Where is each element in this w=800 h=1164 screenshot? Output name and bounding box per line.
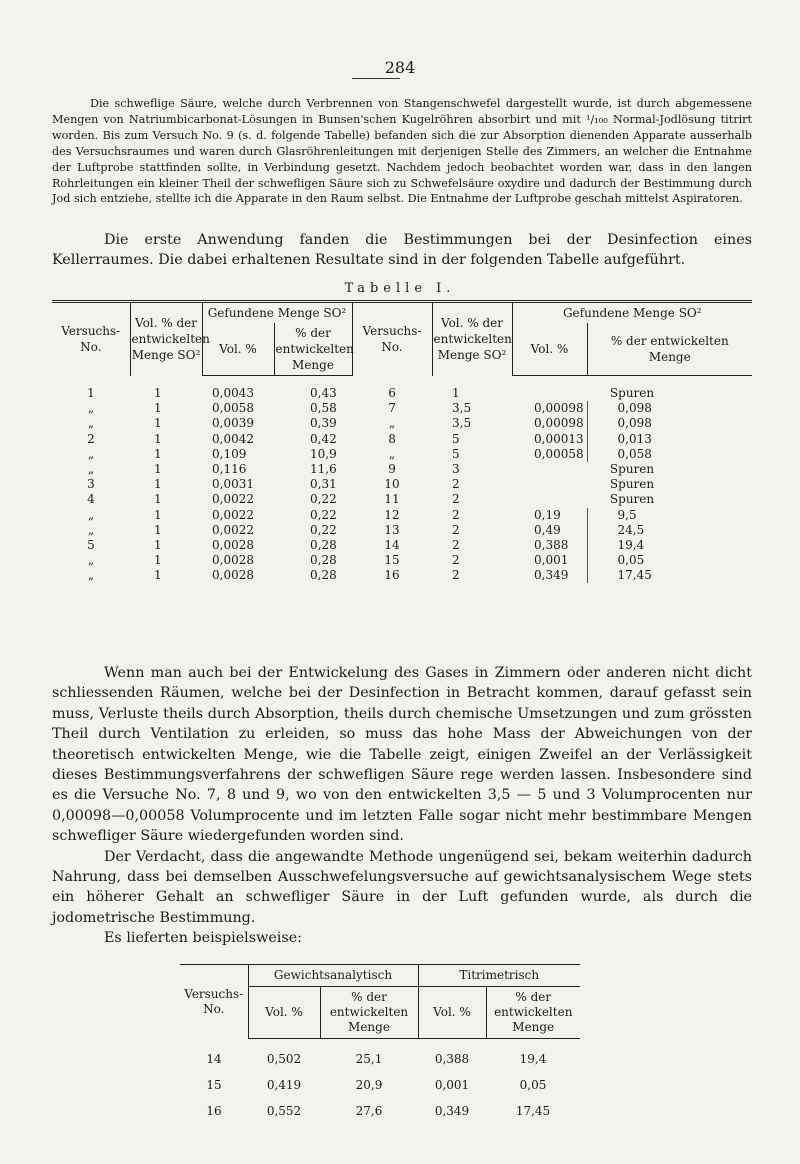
- t1-cell-no: „: [87, 522, 95, 537]
- t1-cell-pct: 10,9: [310, 446, 337, 461]
- t1-cell-vol: 0,0022: [212, 522, 254, 537]
- t1-cell-pct2: 9,5: [617, 507, 637, 522]
- table2-row: [180, 1039, 580, 1073]
- table1-row: [52, 508, 752, 523]
- t2-cell-g-pct: 27,6: [355, 1104, 383, 1118]
- table2: [180, 964, 580, 1124]
- table1-row: [52, 523, 752, 538]
- t1-cell-no2: 14: [384, 537, 400, 552]
- t1-cell-vol2: 0,00058: [512, 447, 587, 462]
- table1-title: Tabelle I.: [344, 281, 456, 296]
- t2-cell-g-pct: 25,1: [355, 1052, 383, 1066]
- t1-cell-no: „: [87, 446, 95, 461]
- table2-row: [180, 1098, 580, 1124]
- t2-h-no: Versuchs- No.: [180, 965, 248, 1039]
- table1-row: [52, 462, 752, 477]
- t2-h-g-vol: Vol. %: [248, 987, 320, 1039]
- t1-cell-vol: 0,0022: [212, 507, 254, 522]
- t1-cell-no: 5: [87, 537, 95, 552]
- t1-cell-vol: 0,0028: [212, 553, 254, 568]
- t1-cell-pct: 0,28: [310, 568, 337, 583]
- t1-h-pct2: % der entwickelten Menge: [587, 323, 752, 376]
- t1-h-entw: Vol. % der entwickelten Menge SO²: [130, 302, 202, 376]
- t1-cell-no2: 6: [388, 385, 396, 400]
- t1-cell-pct2: 0,098: [617, 401, 652, 416]
- table1-row: [52, 376, 752, 402]
- t1-cell-vol: 0,0028: [212, 537, 254, 552]
- t1-cell-no2: 16: [384, 568, 400, 583]
- t1-cell-no: „: [87, 462, 95, 477]
- table1-row: [52, 477, 752, 492]
- t2-cell-t-pct: 17,45: [515, 1104, 551, 1118]
- t1-cell-pct2: 0,098: [617, 416, 652, 431]
- t1-cell-no: „: [87, 416, 95, 431]
- t1-cell-pct2: 19,4: [617, 537, 645, 552]
- t1-h-gefunden: Gefundene Menge SO²: [202, 302, 352, 324]
- t1-cell-entw: 1: [154, 522, 162, 537]
- t2-cell-t-pct: 0,05: [519, 1078, 547, 1092]
- t1-cell-no2: 15: [384, 553, 400, 568]
- t1-cell-entw: 1: [154, 401, 162, 416]
- t2-h-t-vol: Vol. %: [418, 987, 486, 1039]
- t1-cell-entw2: 5: [452, 431, 460, 446]
- table1-row: [52, 447, 752, 462]
- table1-row: [52, 401, 752, 416]
- t1-cell-vol2: 0,00098: [512, 401, 587, 416]
- t1-cell-entw2: 5: [452, 446, 460, 461]
- t1-cell-entw: 1: [154, 553, 162, 568]
- t1-h-no2: Versuchs- No.: [352, 302, 432, 376]
- page-number-rule: [352, 78, 400, 79]
- t1-cell-entw: 1: [154, 507, 162, 522]
- t1-cell-entw2: 2: [452, 507, 460, 522]
- table1-row: [52, 492, 752, 507]
- t1-cell-vol2: 0,388: [512, 538, 587, 553]
- t1-cell-vol: 0,0043: [212, 386, 254, 401]
- t1-cell-pct: 0,28: [310, 553, 337, 568]
- t2-h-gewicht: Gewichtsanalytisch: [248, 965, 418, 987]
- t1-cell-no: 3: [87, 477, 95, 492]
- table1-row: [52, 568, 752, 583]
- t1-cell-entw: 1: [154, 537, 162, 552]
- t1-cell-entw2: 3: [452, 462, 460, 477]
- t1-cell-entw2: 2: [452, 537, 460, 552]
- table1: [52, 300, 752, 583]
- t1-cell-pct: 0,43: [310, 386, 337, 401]
- t1-cell-entw2: 3,5: [452, 401, 472, 416]
- t2-cell-no: 15: [206, 1078, 222, 1092]
- t2-cell-no: 14: [206, 1051, 222, 1066]
- t1-cell-vol: 0,116: [212, 462, 247, 477]
- t1-h-no: Versuchs- No.: [52, 302, 130, 376]
- t1-cell-vol2: 0,49: [512, 523, 587, 538]
- t1-h-gefunden2: Gefundene Menge SO²: [512, 302, 752, 324]
- t1-cell-entw2: 2: [452, 492, 460, 507]
- t1-cell-pct: 0,42: [310, 431, 337, 446]
- t1-cell-pct: 0,22: [310, 492, 337, 507]
- t1-cell-pct2: 24,5: [617, 522, 645, 537]
- t1-cell-no: 2: [87, 431, 95, 446]
- t1-cell-vol: 0,0042: [212, 431, 254, 446]
- t2-h-t-pct: % der entwickelten Menge: [486, 987, 580, 1039]
- t1-cell-vol: 0,0039: [212, 416, 254, 431]
- t2-h-g-pct: % der entwickelten Menge: [320, 987, 418, 1039]
- t1-cell-entw2: 2: [452, 553, 460, 568]
- t1-cell-vol2: 0,19: [512, 508, 587, 523]
- t1-cell-no: „: [87, 568, 95, 583]
- t1-cell-no2: 7: [388, 401, 396, 416]
- t2-cell-g-pct: 20,9: [355, 1078, 383, 1092]
- paragraph-3: Der Verdacht, dass die angewandte Methode ungenügend sei, bekam weiterhin dadurch Nahrung, dass bei demselben Ausschwefelungsversuche auf gewichtsanalysischem Wege stets ein höherer Gehalt an schwefliger Säure in der Luft gefunden wurde, als durch die jodometrische Bestimmung.: [52, 848, 752, 926]
- t1-cell-pct2: 0,013: [617, 431, 652, 446]
- footnote-paragraph: [52, 96, 752, 207]
- t1-cell-vol: 0,0028: [212, 568, 254, 583]
- t1-cell-no2: 11: [384, 492, 400, 507]
- t1-cell-pct: 11,6: [310, 462, 337, 477]
- table1-body: [52, 376, 752, 584]
- paragraph-2: Wenn man auch bei der Entwickelung des Gases in Zimmern oder anderen nicht dicht schliessenden Räumen, welche bei der Desinfection in Betracht kommen, darauf gefasst sein muss, Verluste theils durch Absorption, theils durch chemische Umsetzungen und zum grössten Theil durch Ventilation zu erleiden, so muss das hohe Mass der Abweichungen von der theoretisch entwickelten Menge, wie die Tabelle zeigt, einigen Zweifel an der Verlässigkeit dieses Bestimmungsverfahrens der schwefligen Säure rege werden lassen. Insbesondere sind es die Versuche No. 7, 8 und 9, wo von den entwickelten 3,5 — 5 und 3 Volumprocenten nur 0,00098—0,00058 Volumprocente und im letzten Falle sogar nicht mehr bestimmbare Mengen schwefliger Säure wiedergefunden worden sind.: [52, 665, 752, 845]
- table1-row: [52, 432, 752, 447]
- t1-cell-no2: 8: [388, 431, 396, 446]
- t1-cell-no: „: [87, 401, 95, 416]
- t2-cell-g-vol: 0,552: [266, 1104, 302, 1118]
- table2-body: [180, 1039, 580, 1125]
- t1-cell-vol2: 0,00098: [512, 416, 587, 431]
- t1-cell-spuren: Spuren: [609, 386, 655, 401]
- body-block: [52, 663, 752, 949]
- t2-cell-t-vol: 0,388: [434, 1052, 470, 1066]
- t1-cell-entw2: 2: [452, 568, 460, 583]
- t1-cell-no2: 10: [384, 477, 400, 492]
- t1-cell-no2: „: [388, 446, 396, 461]
- t1-cell-entw: 1: [154, 568, 162, 583]
- table1-row: [52, 416, 752, 431]
- t1-cell-no: 1: [87, 385, 95, 400]
- intro-block: [52, 230, 752, 271]
- t1-cell-pct: 0,28: [310, 537, 337, 552]
- t1-cell-entw: 1: [154, 385, 162, 400]
- t2-cell-g-vol: 0,502: [266, 1052, 302, 1066]
- t2-cell-t-vol: 0,349: [434, 1104, 470, 1118]
- t1-cell-spuren: Spuren: [609, 462, 655, 477]
- t1-cell-pct: 0,39: [310, 416, 337, 431]
- t1-cell-entw2: 1: [452, 385, 460, 400]
- t2-h-titri: Titrimetrisch: [418, 965, 580, 987]
- t2-cell-t-vol: 0,001: [434, 1078, 470, 1092]
- t1-cell-vol2: 0,00013: [512, 432, 587, 447]
- t1-cell-vol: 0,0031: [212, 477, 254, 492]
- t1-cell-spuren: Spuren: [609, 477, 655, 492]
- t1-cell-pct: 0,22: [310, 522, 337, 537]
- t1-cell-pct: 0,58: [310, 401, 337, 416]
- t1-cell-pct: 0,22: [310, 507, 337, 522]
- t1-cell-entw: 1: [154, 462, 162, 477]
- t1-cell-vol2: 0,001: [512, 553, 587, 568]
- t1-cell-no2: 9: [388, 462, 396, 477]
- t1-cell-entw: 1: [154, 492, 162, 507]
- t1-h-vol: Vol. %: [202, 323, 274, 376]
- t1-cell-no: 4: [87, 492, 95, 507]
- table1-row: [52, 538, 752, 553]
- t1-cell-pct2: 0,05: [617, 553, 645, 568]
- t1-cell-vol: 0,0022: [212, 492, 254, 507]
- paragraph-4: Es lieferten beispielsweise:: [104, 930, 302, 947]
- t1-cell-vol: 0,0058: [212, 401, 254, 416]
- t1-cell-pct: 0,31: [310, 477, 337, 492]
- table1-row: [52, 553, 752, 568]
- t1-h-entw2: Vol. % der entwickelten Menge SO²: [432, 302, 512, 376]
- t2-cell-g-vol: 0,419: [266, 1078, 302, 1092]
- t1-cell-entw: 1: [154, 477, 162, 492]
- t1-h-vol2: Vol. %: [512, 323, 587, 376]
- t1-cell-no: „: [87, 507, 95, 522]
- t1-cell-entw2: 2: [452, 477, 460, 492]
- t1-cell-entw: 1: [154, 416, 162, 431]
- table2-row: [180, 1072, 580, 1098]
- t1-cell-vol: 0,109: [212, 446, 247, 461]
- t1-cell-entw: 1: [154, 446, 162, 461]
- t1-cell-pct2: 0,058: [617, 446, 652, 461]
- t1-h-pct: % der entwickelten Menge: [274, 323, 352, 376]
- t2-cell-t-pct: 19,4: [519, 1052, 547, 1066]
- t1-cell-no2: „: [388, 416, 396, 431]
- small-text: Die schweflige Säure, welche durch Verbrennen von Stangenschwefel dargestellt wurde, ist durch abgemessene Mengen von Natriumbicarbonat-Lösungen in Bunsen'schen Kugelröhren absorbirt und mit ¹/₁₀₀ Normal-Jodlösung titrirt worden. Bis zum Versuch No. 9 (s. d. folgende Tabelle) befanden sich die zur Absorption dienenden Apparate ausserhalb des Versuchsraumes und waren durch Glasröhrenleitungen mit derjenigen Stelle des Zimmers, an welcher die Entnahme der Luftprobe stattfinden sollte, in Verbindung gesetzt. Nachdem jedoch beobachtet worden war, dass in den langen Rohrleitungen ein kleiner Theil der schwefligen Säure sich zu Schwefelsäure oxydire und dadurch der Bestimmung durch Jod sich entziehe, stellte ich die Apparate in den Raum selbst. Die Entnahme der Luftprobe geschah mittelst Aspiratoren.: [52, 97, 752, 206]
- t2-cell-no: 16: [206, 1104, 222, 1118]
- t1-cell-spuren: Spuren: [609, 492, 655, 507]
- page-number: 284: [384, 58, 416, 77]
- intro-paragraph: Die erste Anwendung fanden die Bestimmungen bei der Desinfection eines Kellerraumes. Die dabei erhaltenen Resultate sind in der folgenden Tabelle aufgeführt.: [52, 232, 752, 269]
- t1-cell-entw2: 3,5: [452, 416, 472, 431]
- t1-cell-no: „: [87, 553, 95, 568]
- t1-cell-entw: 1: [154, 431, 162, 446]
- t1-cell-no2: 12: [384, 507, 400, 522]
- t1-cell-entw2: 2: [452, 522, 460, 537]
- t1-cell-no2: 13: [384, 522, 400, 537]
- t1-cell-pct2: 17,45: [617, 568, 652, 583]
- t1-cell-vol2: 0,349: [512, 568, 587, 583]
